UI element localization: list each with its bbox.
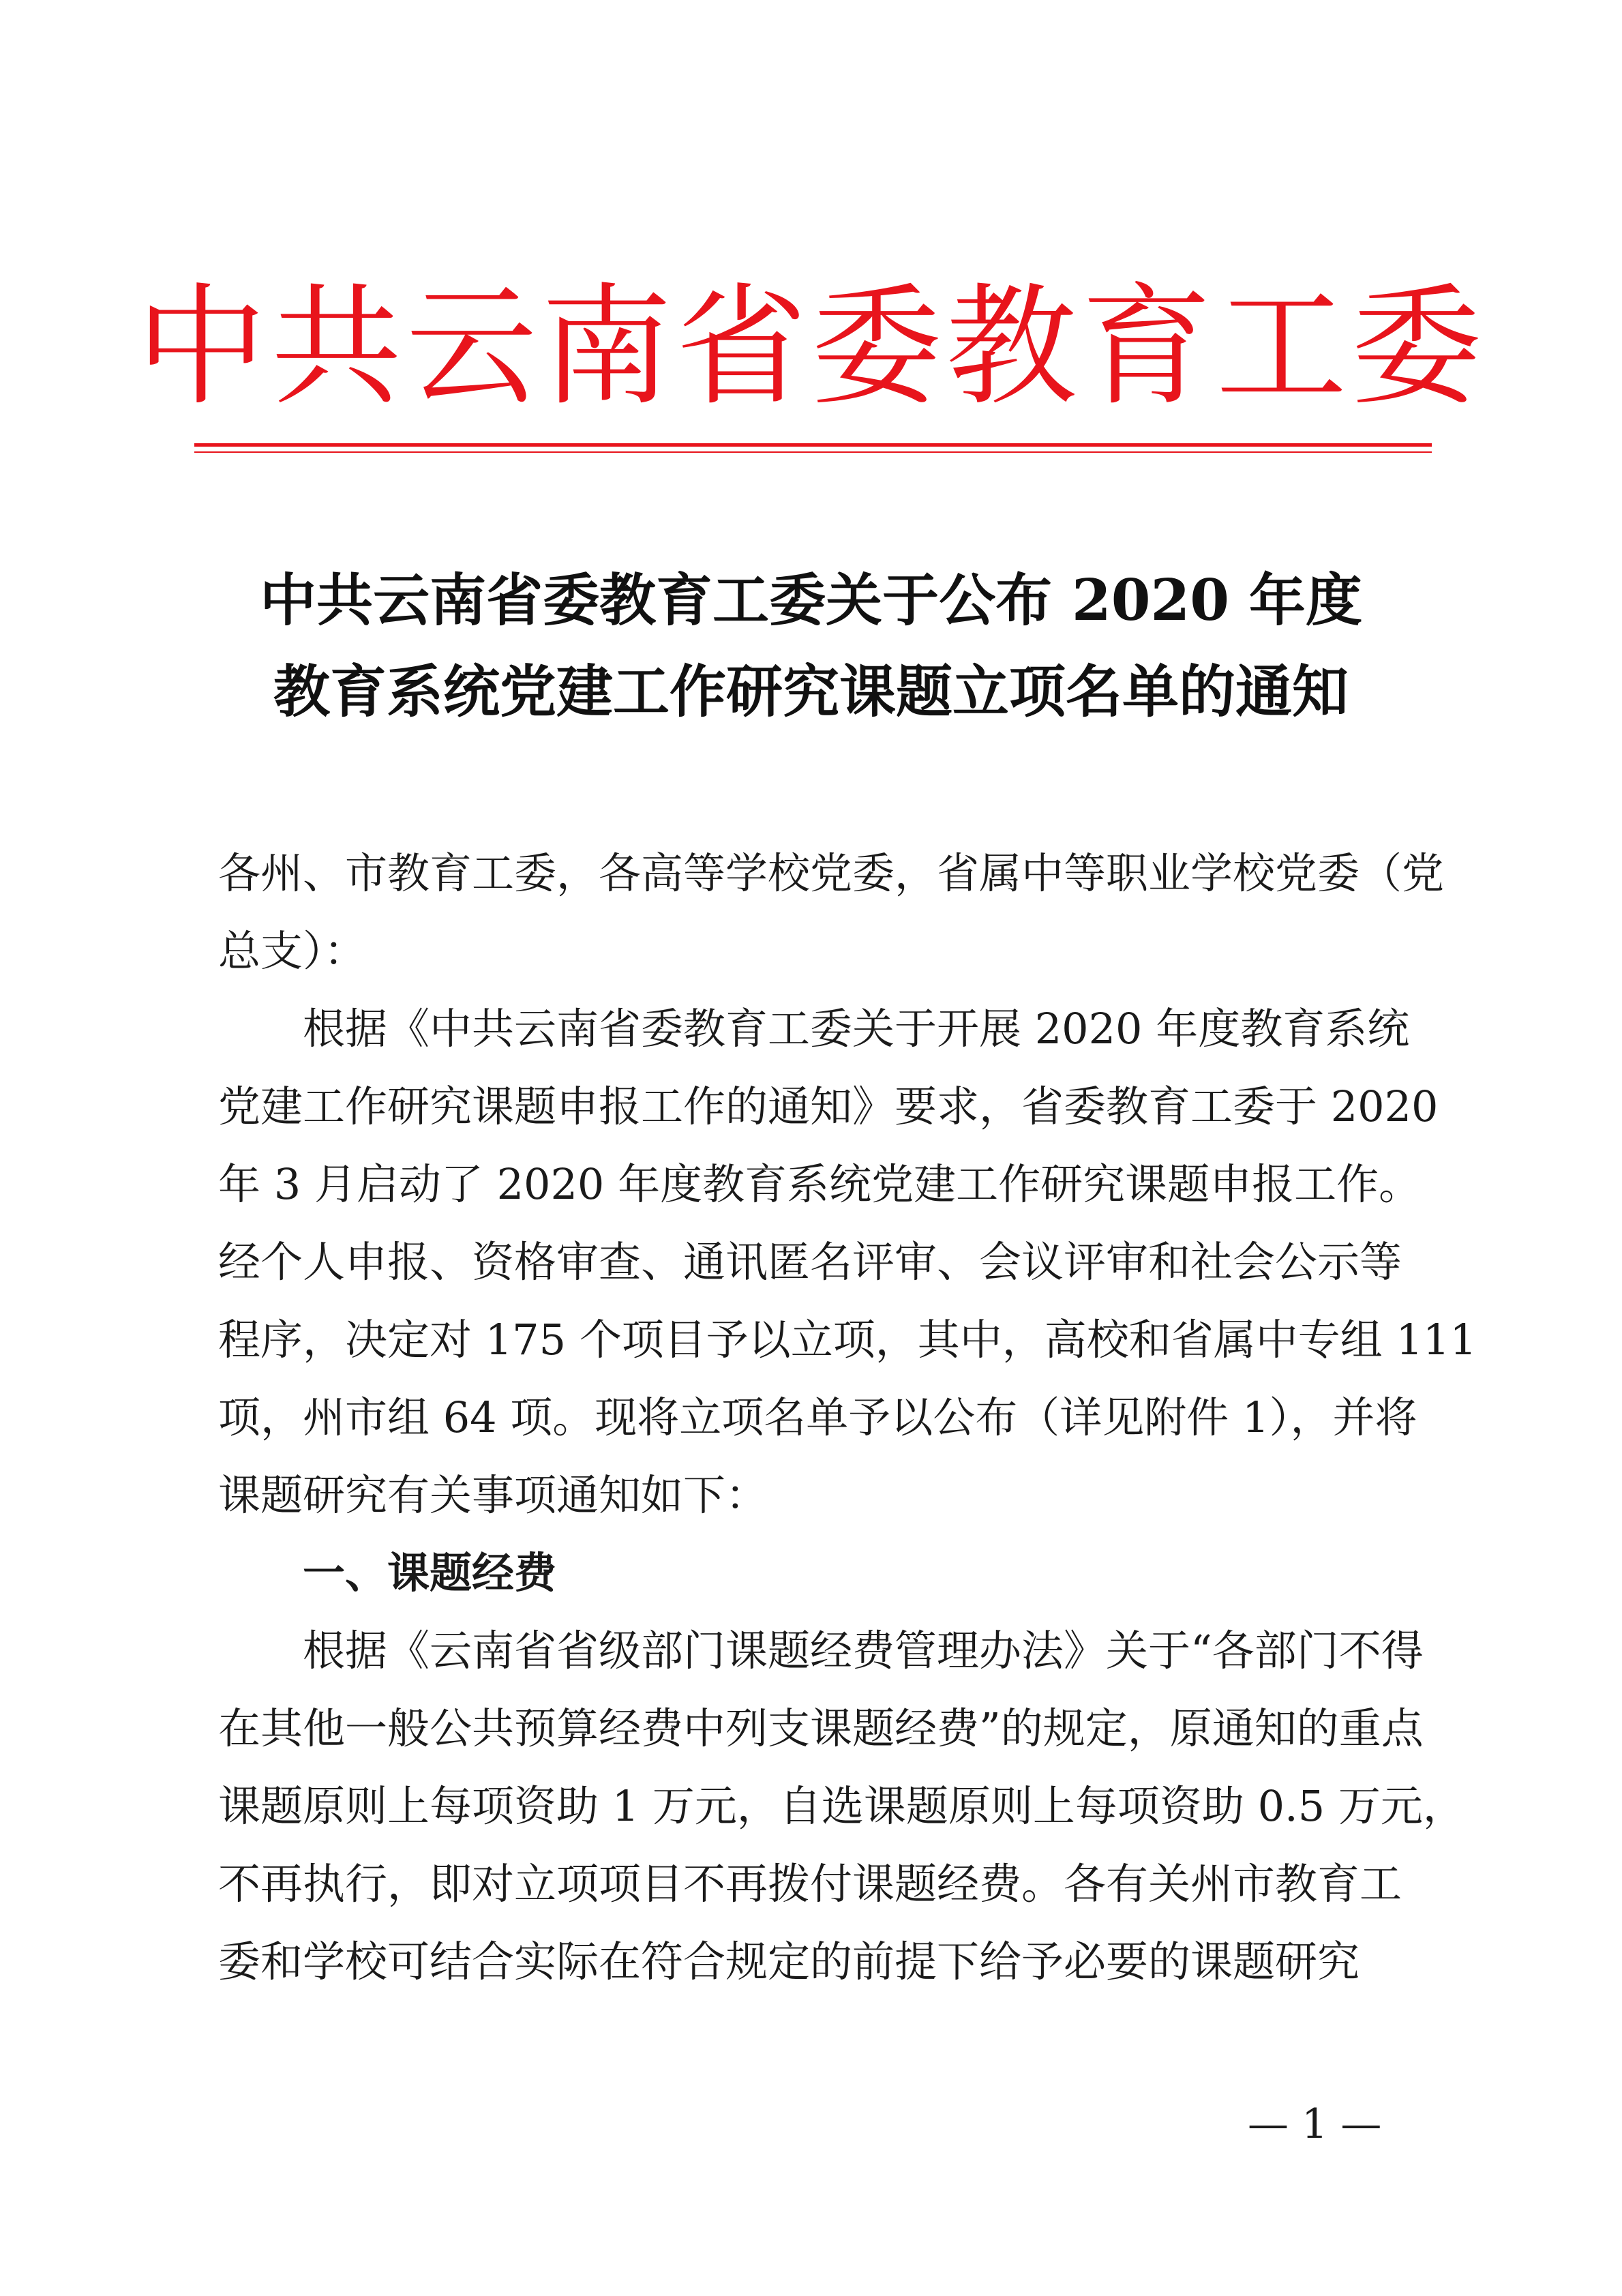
body-paragraph-line: 年 3 月启动了 2020 年度教育系统党建工作研究课题申报工作。: [218, 1159, 1422, 1209]
body-line-addressees-cont: 总支）：: [218, 926, 367, 976]
page-number: — 1 —: [1248, 2100, 1382, 2148]
document-title-line-2: 教育系统党建工作研究课题立项名单的通知: [273, 658, 1349, 725]
body-paragraph-line: 课题研究有关事项通知如下：: [218, 1470, 768, 1520]
body-paragraph-line: 根据《中共云南省委教育工委关于开展 2020 年度教育系统: [218, 1004, 1410, 1054]
masthead-red-rule-thin: [194, 451, 1432, 453]
body-paragraph-line: 委和学校可结合实际在符合规定的前提下给予必要的课题研究: [218, 1937, 1360, 1986]
body-paragraph-line: 经个人申报、资格审查、通讯匿名评审、会议评审和社会公示等: [218, 1237, 1402, 1287]
body-paragraph-line: 在其他一般公共预算经费中列支课题经费”的规定，原通知的重点: [218, 1703, 1424, 1753]
body-line-addressees: 各州、市教育工委，各高等学校党委，省属中等职业学校党委（党: [218, 848, 1445, 898]
red-masthead: 中共云南省委教育工委: [136, 271, 1486, 423]
body-paragraph-line: 课题原则上每项资助 1 万元，自选课题原则上每项资助 0.5 万元，: [218, 1781, 1465, 1831]
document-title-line-1: 中共云南省委教育工委关于公布 2020 年度: [260, 567, 1362, 633]
masthead-red-rule: [194, 443, 1432, 447]
body-paragraph-line: 程序，决定对 175 个项目予以立项，其中，高校和省属中专组 111: [218, 1315, 1477, 1365]
body-paragraph-line: 不再执行，即对立项项目不再拨付课题经费。各有关州市教育工: [218, 1859, 1402, 1909]
body-paragraph-line: 根据《云南省省级部门课题经费管理办法》关于“各部门不得: [218, 1626, 1424, 1675]
body-paragraph-line: 党建工作研究课题申报工作的通知》要求，省委教育工委于 2020: [218, 1082, 1439, 1131]
section-heading-funding: 一、课题经费: [218, 1548, 557, 1598]
body-paragraph-line: 项，州市组 64 项。现将立项名单予以公布（详见附件 1），并将: [218, 1392, 1417, 1442]
